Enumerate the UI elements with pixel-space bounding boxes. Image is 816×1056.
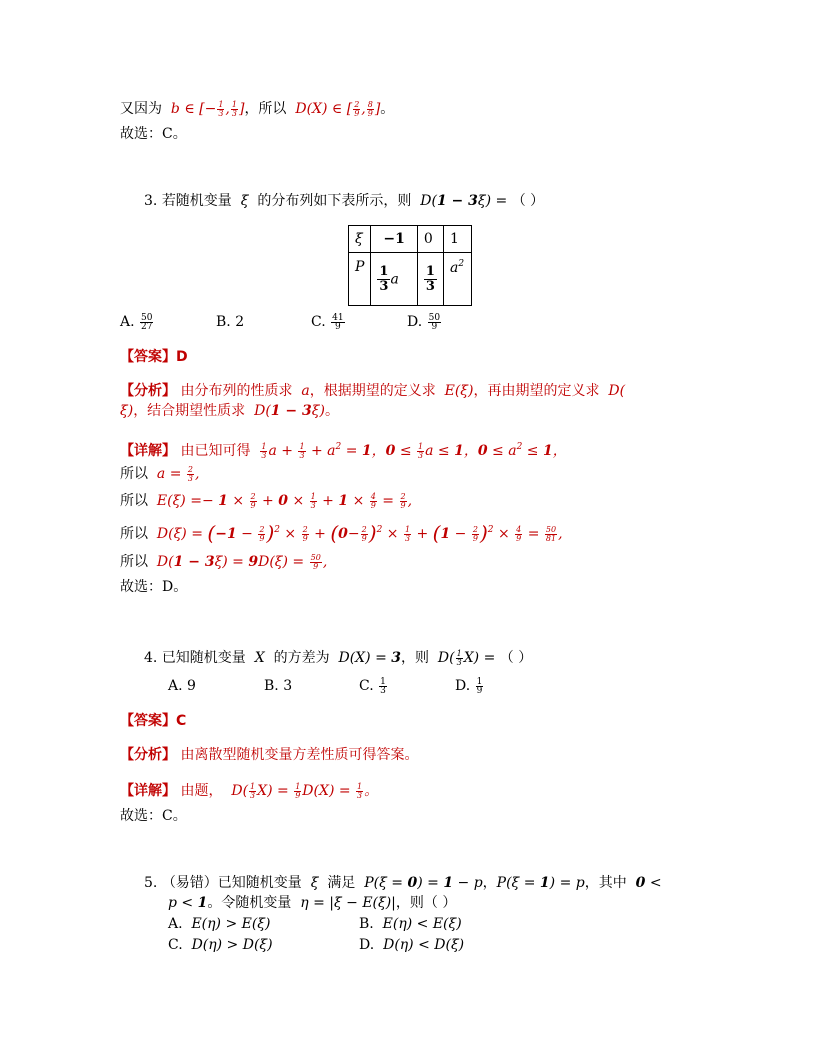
q3-option-b[interactable]: B. 2 [216,314,245,330]
q4-detail: 【详解】 由题， D( $\frac{1}{3}$ X) = $\frac{1}{9}$ D(X) = $\frac{1}{3}$ 。 [120,781,379,800]
text: ，所以 [244,101,287,117]
option-label: C. [311,314,326,330]
text: ，结合期望性质求 [133,403,246,419]
q4-answer [120,711,186,731]
detail-tag: 【详解】 [120,443,176,459]
q3-analysis-line1: 【分析】 由分布列的性质求 a，根据期望的定义求 E(ξ)，再由期望的定义求 D( [120,383,626,399]
q3-detail-line2: 所以 a = $\frac{2}{3}$ , [120,464,200,483]
table-cell: P [349,253,371,306]
question-number: 5. [144,875,158,891]
q4-option-d[interactable]: D. $\frac{1}{9}$ [455,676,483,696]
answer-tag: 【答案】 [120,713,176,729]
table-cell: ξ [349,226,371,253]
detail-tag: 【详解】 [120,783,176,799]
text: 所以 [120,526,148,542]
text: ，其中 [584,875,627,891]
text: 若随机变量 [161,193,232,209]
text: （ ） [499,650,533,666]
q4-option-a[interactable]: A. 9 [168,678,196,694]
q3-detail-line3: 所以 E(ξ) =− 1 × $\frac{2}{9}$ + 0 × $\frac{1}{3}$ + 1 × $\frac{4}{9}$ = $\frac{2}{9}$ , [120,491,413,510]
q5-option-a[interactable]: A. E(η) > E(ξ) [168,916,271,932]
option-label: B. [359,916,374,932]
option-label: C. [168,937,183,953]
text: 。 [324,403,339,419]
text: 由离散型随机变量方差性质可得答案。 [180,747,419,763]
table-row [349,253,472,306]
q3-detail-line4: 所以 D(ξ) = (−1 − $\frac{2}{9}$ )$^2$ × $\frac{2}{9}$ + (0− $\frac{2}{9}$ )$^2$ × $\frac{1}{3}$ + (1 − $\frac{2}{9}$ )$^2$ × $\frac{4}{9}$ = $\frac{50}{81}$ , [120,521,563,545]
table-cell: $\frac{1}{3}$ [417,253,443,306]
math-dx-range: D(X) ∈ [ $\frac{2}{9}$ , $\frac{8}{9}$ ] [290,99,381,118]
q5-option-c[interactable]: C. D(η) > D(ξ) [168,937,273,953]
table-cell: −1 [371,226,417,253]
text: 的方差为 [273,650,330,666]
option-label: D. [407,314,423,330]
q3-option-d[interactable]: D. $\frac{50}{9}$ [407,312,441,332]
analysis-tag: 【分析】 [120,747,176,763]
table-cell: 1 [443,226,471,253]
math-d-expr: D(1 − 3ξ) = [415,193,512,209]
q4-option-b[interactable]: B. 3 [264,678,293,694]
text: 由题， [180,783,223,799]
prev-conclusion-line [120,99,394,119]
q5-option-d[interactable]: D. D(η) < D(ξ) [359,937,465,953]
answer-tag: 【答案】 [120,349,176,365]
text: ，则 [401,650,429,666]
table-cell: $\frac{1}{3}$ a [371,253,417,306]
text: 。令随机变量 [207,895,292,911]
answer-value: D [176,349,188,365]
q3-option-a[interactable]: A. $\frac{50}{27}$ [120,312,153,332]
distribution-table [348,225,472,306]
text: 所以 [120,493,148,509]
q3-detail-line1: 【详解】 由已知可得 $\frac{1}{3}$ a + $\frac{1}{3}$ + $a^2 = 1$，0 ≤ $\frac{1}{3}$ a ≤ 1，$0 \le a^2 \le 1$， [120,441,567,460]
option-label: D. [359,937,375,953]
q4-stem: 4. 已知随机变量 X 的方差为 D(X) = 3，则 D( $\frac{1}{3}$ X) = （ ） [144,648,533,667]
text: 由已知可得 [180,443,251,459]
table-row [349,226,472,253]
q3-option-c[interactable]: C. $\frac{41}{9}$ [311,312,344,332]
text: 。 [380,101,395,117]
option-label: D. [455,678,471,694]
table-cell: $a^2$ [443,253,471,306]
text: 所以 [120,554,148,570]
text: ，根据期望的定义求 [309,383,436,399]
option-label: A. [168,916,183,932]
prev-choice: 故选：C。 [120,126,187,142]
q4-analysis [120,745,418,765]
q3-stem [144,191,544,211]
text: 所以 [120,466,148,482]
q5-stem-line2: p < 1。令随机变量 η = |ξ − E(ξ)|，则（ ） [168,895,457,911]
text: 满足 [327,875,356,891]
analysis-tag: 【分析】 [120,383,176,399]
text: 已知随机变量 [161,650,246,666]
text: 又因为 [120,101,162,117]
text: ，再由期望的定义求 [473,383,600,399]
q3-detail-line5: 所以 D(1 − 3ξ) = 9D(ξ) = $\frac{50}{9}$ , [120,552,328,571]
math-b-range: b ∈ [− $\frac{1}{3}$ , $\frac{1}{3}$ ] [166,99,245,118]
text: ，则（ ） [395,895,457,911]
text: （ ） [511,193,545,209]
q4-conclusion: 故选：C。 [120,808,187,824]
text: 的分布列如下表所示，则 [257,193,412,209]
option-label: C. [359,678,374,694]
q4-option-c[interactable]: C. $\frac{1}{3}$ [359,676,386,696]
q3-analysis-line2: ξ)，结合期望性质求 D(1 − 3ξ)。 [120,403,339,419]
q3-answer [120,347,188,367]
q3-conclusion: 故选：D。 [120,579,188,595]
answer-value: C [176,713,187,729]
q5-option-b[interactable]: B. E(η) < E(ξ) [359,916,462,932]
question-number: 3. [144,193,158,209]
q5-stem-line1: 5. （易错）已知随机变量 ξ 满足 P(ξ = 0) = 1 − p，P(ξ = 1) = p，其中 0 < [144,875,662,891]
question-number: 4. [144,650,158,666]
text: （易错）已知随机变量 [161,875,302,891]
option-label: A. [120,314,135,330]
math-xi: ξ [236,193,253,209]
text: 由分布列的性质求 [180,383,293,399]
table-cell: 0 [417,226,443,253]
